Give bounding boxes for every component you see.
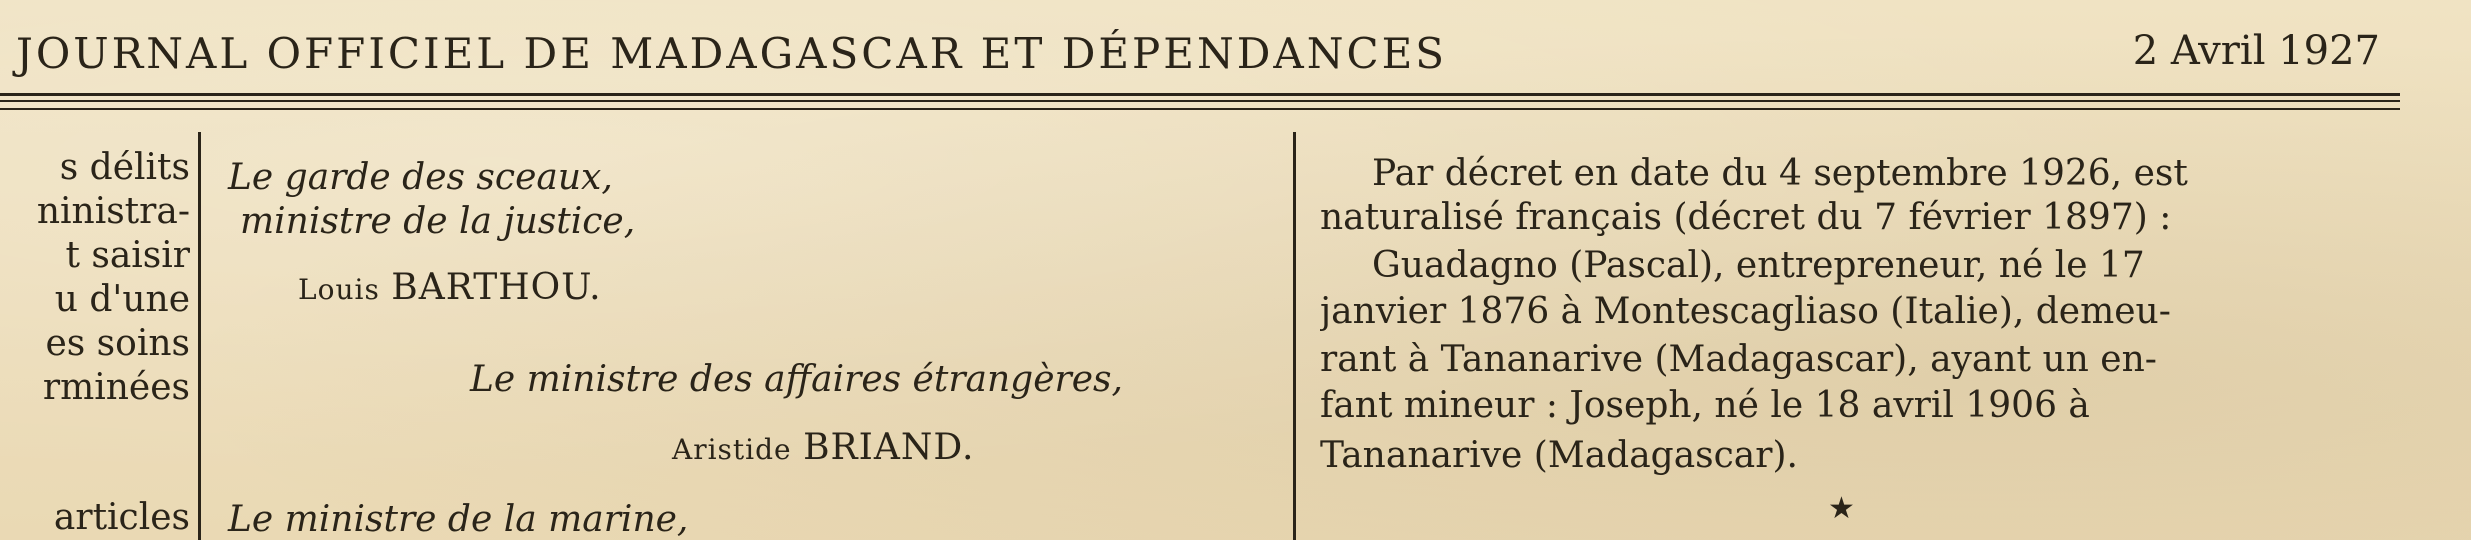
- issue-date: 2 Avril 1927: [2132, 28, 2380, 74]
- left-column-line: es soins: [45, 323, 190, 364]
- journal-title: JOURNAL OFFICIEL DE MADAGASCAR ET DÉPENDANCES: [16, 29, 1448, 78]
- decree-line: fant mineur : Joseph, né le 18 avril 1906 à: [1320, 385, 2090, 426]
- garde-title-line-2: ministre de la justice,: [240, 201, 636, 242]
- marine-title: Le ministre de la marine,: [228, 499, 689, 540]
- decree-line: janvier 1876 à Montescagliaso (Italie), demeu-: [1320, 291, 2171, 332]
- left-column-line: rminées: [42, 367, 190, 408]
- column-divider-left: [198, 132, 201, 540]
- affaires-firstname: Aristide: [672, 433, 792, 466]
- left-column-line: articles: [53, 497, 190, 538]
- column-divider-right: [1293, 132, 1296, 540]
- decree-line: rant à Tananarive (Madagascar), ayant un en-: [1320, 339, 2157, 380]
- garde-title-line-1: Le garde des sceaux,: [228, 157, 613, 198]
- decree-line: Tananarive (Madagascar).: [1320, 435, 1798, 476]
- decree-column: [1320, 148, 2420, 540]
- left-column-line: t saisir: [65, 235, 190, 276]
- left-column-line: ninistra-: [36, 191, 190, 232]
- garde-firstname: Louis: [298, 273, 380, 306]
- signatures-column: [210, 150, 1285, 540]
- section-separator-star: ★: [1828, 491, 1855, 526]
- header-rule-bottom: [0, 108, 2400, 110]
- header-rule-middle: [0, 100, 2400, 102]
- affaires-signature: [672, 427, 975, 468]
- left-column: [0, 150, 190, 540]
- header-rule-top: [0, 93, 2400, 96]
- decree-line: Par décret en date du 4 septembre 1926, est: [1372, 153, 2188, 194]
- garde-signature: [298, 267, 602, 308]
- decree-line: Guadagno (Pascal), entrepreneur, né le 17: [1372, 245, 2145, 286]
- decree-line: naturalisé français (décret du 7 février 1897) :: [1320, 197, 2172, 238]
- left-column-line: u d'une: [54, 279, 190, 320]
- left-column-line: s délits: [59, 150, 190, 188]
- garde-lastname: BARTHOU.: [391, 267, 602, 308]
- affaires-lastname: BRIAND.: [803, 427, 975, 468]
- affaires-title: Le ministre des affaires étrangères,: [470, 359, 1123, 400]
